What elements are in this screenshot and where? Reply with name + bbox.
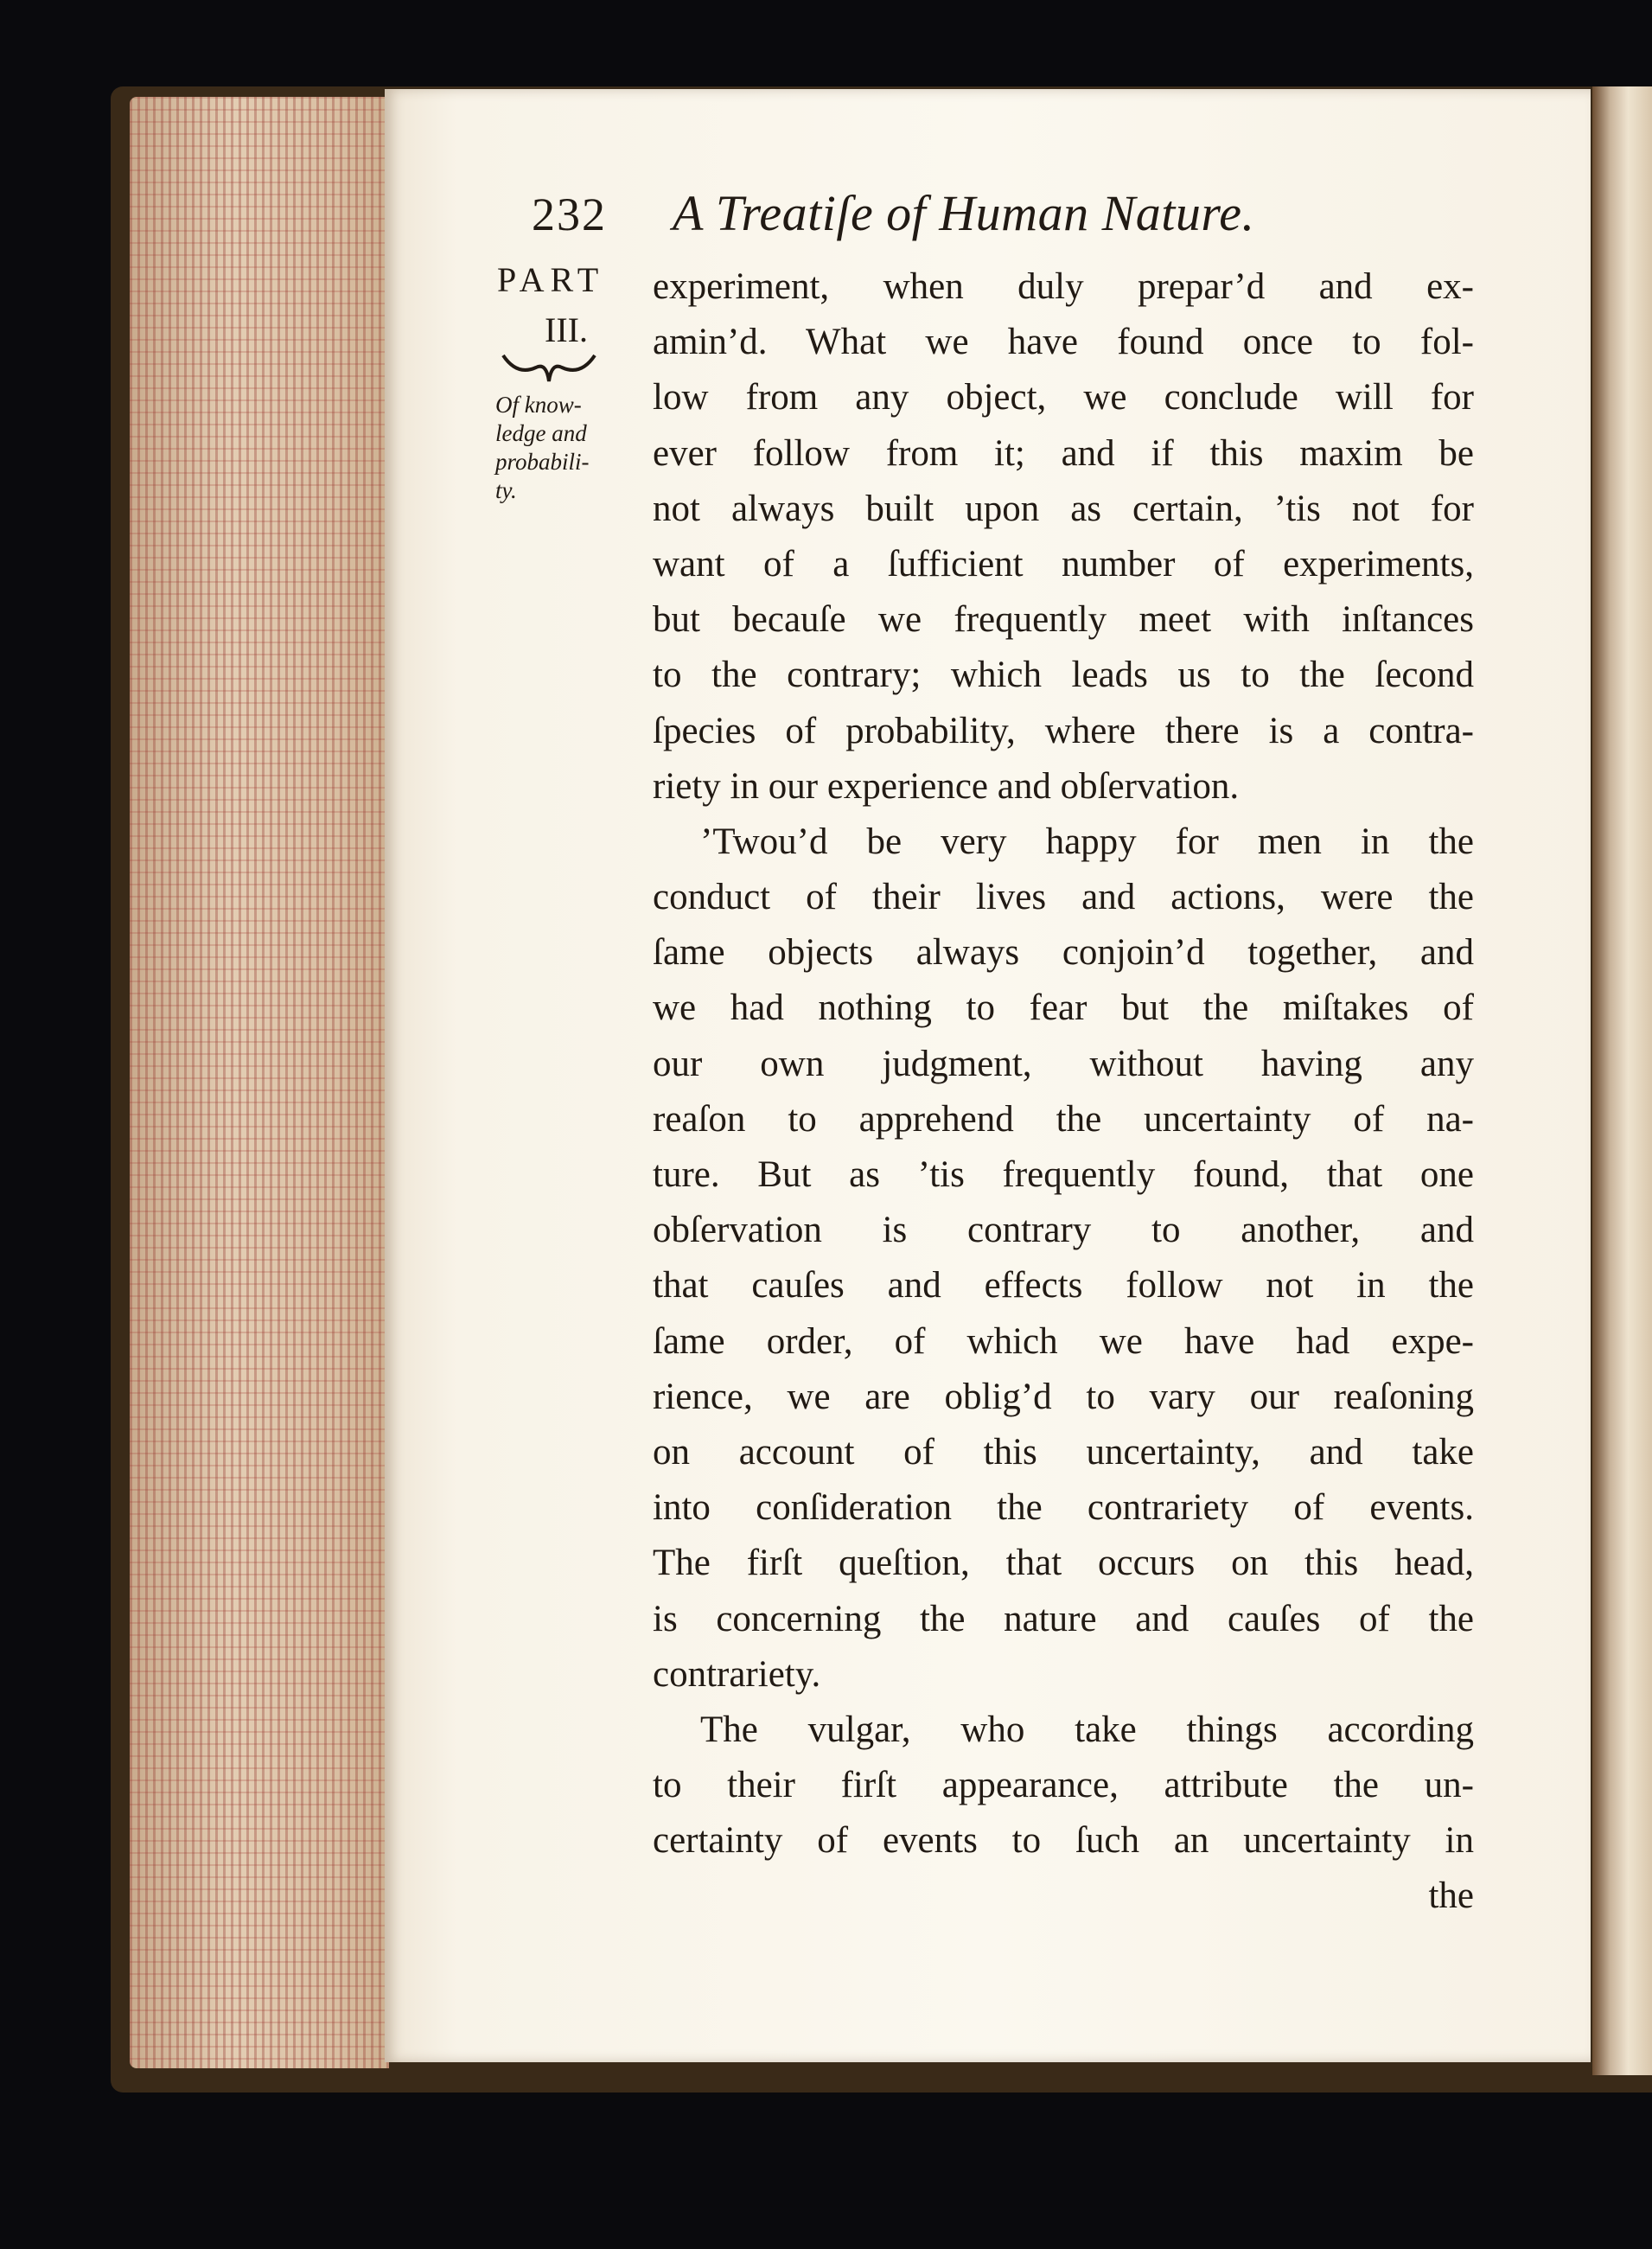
text-line: ſpecies of probability, where there is a contra- [653,710,1474,751]
page-edges-fore-edge [130,97,389,2068]
text-line: to the contrary; which leads us to the ſecond [653,655,1474,696]
text-line: we had nothing to fear but the miſtakes of [653,987,1474,1029]
text-line: that cauſes and effects follow not in the [653,1265,1474,1307]
text-line: experiment, when duly prepar’d and ex- [653,266,1474,307]
text-line: not always built upon as certain, ’tis not for [653,488,1474,529]
margin-part-number: III. [545,310,588,349]
text-line: reaſon to apprehend the uncertainty of na- [653,1098,1474,1140]
text-line: want of a ſufficient number of experiments, [653,543,1474,585]
text-line: ever follow from it; and if this maxim be [653,432,1474,474]
text-line: ture. But as ’tis frequently found, that one [653,1154,1474,1195]
text-line: rience, we are oblig’d to vary our reaſoning [653,1376,1474,1417]
text-line: low from any object, we conclude will for [653,377,1474,418]
text-line: into conſideration the contrariety of events. [653,1487,1474,1529]
margin-part-label: PART [497,260,605,299]
text-line: is concerning the nature and cauſes of the [653,1598,1474,1639]
margin-brace-ornament [501,350,596,387]
running-title: A Treatiſe of Human Nature. [673,185,1255,241]
margin-note-line: probabili- [495,449,590,475]
page-number: 232 [532,188,607,240]
text-line: obſervation is contrary to another, and [653,1210,1474,1251]
text-line: amin’d. What we have found once to fol- [653,322,1474,363]
text-line: but becauſe we frequently meet with inſtances [653,599,1474,641]
text-line: certainty of events to ſuch an uncertainty in [653,1820,1474,1862]
running-head [532,184,1435,245]
margin-note [495,391,625,505]
body-text [653,259,1474,1925]
paragraph-start-line: ’Twou’d be very happy for men in the [700,821,1474,862]
text-line: ſame objects always conjoin’d together, and [653,932,1474,974]
text-line: conduct of their lives and actions, were the [653,877,1474,918]
paragraph-start-line: The vulgar, who take things according [700,1709,1474,1750]
margin-note-line: ty. [495,477,517,503]
margin-note-line: Of know- [495,392,582,418]
text-line: The firſt queſtion, that occurs on this head, [653,1543,1474,1584]
text-line: on account of this uncertainty, and take [653,1431,1474,1473]
text-line: ſame order, of which we have had expe- [653,1320,1474,1362]
text-line: contrariety. [653,1653,821,1695]
text-line: to their firſt appearance, attribute the un- [653,1765,1474,1806]
text-line: riety in our experience and obſervation. [653,765,1240,807]
catchword: the [1428,1875,1474,1917]
margin-note-line: ledge and [495,420,587,446]
text-line: our own judgment, without having any [653,1043,1474,1084]
facing-page-edge [1592,86,1652,2075]
